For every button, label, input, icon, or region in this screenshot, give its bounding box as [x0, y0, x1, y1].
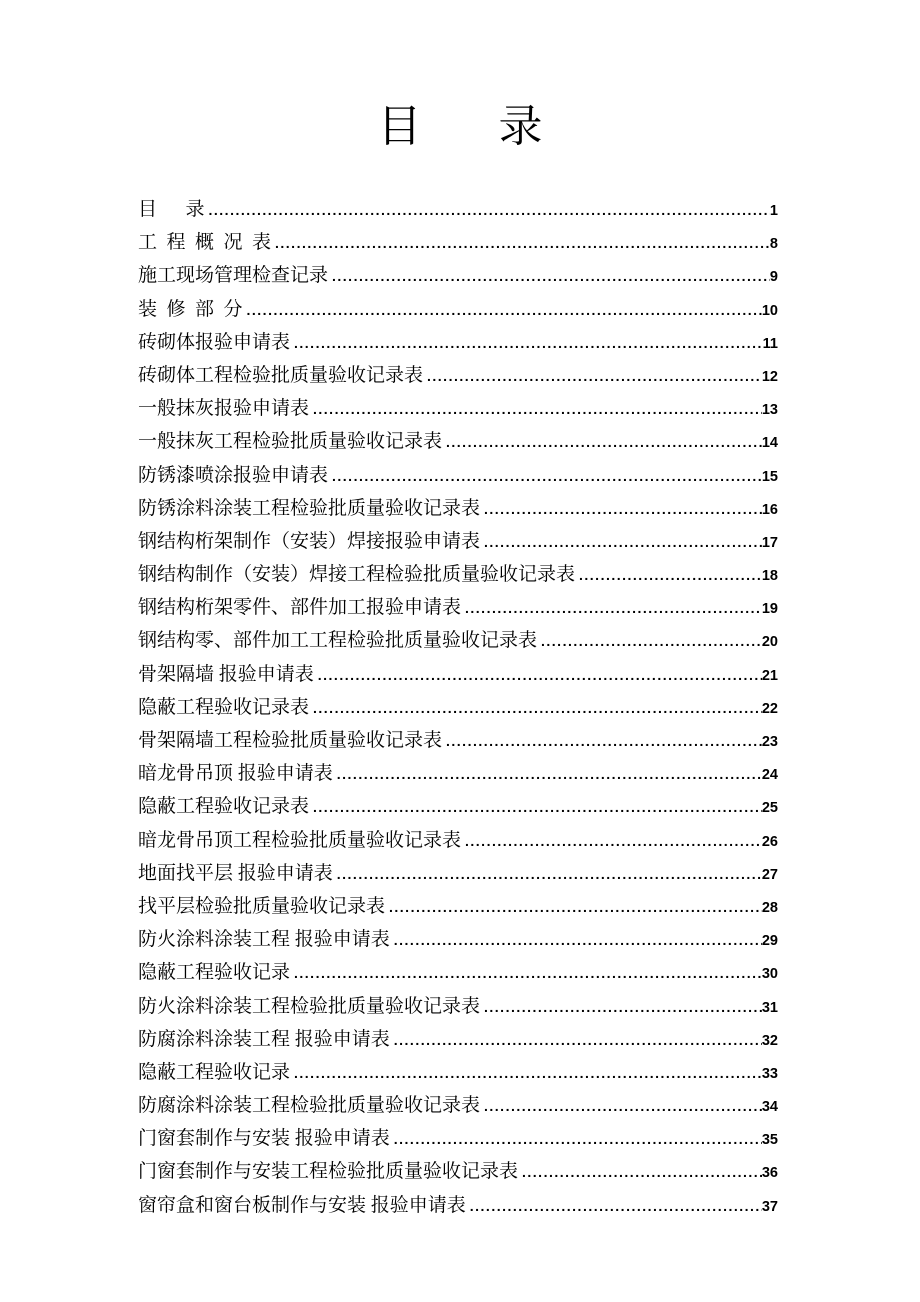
toc-entry[interactable]	[138, 923, 778, 956]
toc-entry[interactable]	[138, 1089, 778, 1122]
toc-dot-leader	[337, 758, 762, 791]
toc-page-number: 28	[761, 899, 778, 916]
toc-page-number: 13	[761, 402, 778, 419]
toc-entry[interactable]	[138, 525, 778, 558]
toc-page-number: 27	[761, 866, 778, 883]
toc-page-number: 37	[761, 1198, 778, 1215]
toc-dot-leader	[313, 393, 762, 426]
toc-dot-leader	[209, 194, 770, 227]
toc-page-number: 36	[761, 1165, 778, 1182]
toc-entry[interactable]	[138, 259, 778, 292]
toc-page-number: 32	[761, 1032, 778, 1049]
toc-dot-leader	[275, 227, 770, 260]
toc-entry-label: 防火涂料涂装工程 报验申请表	[138, 929, 390, 951]
toc-entry[interactable]	[138, 591, 778, 624]
toc-entry[interactable]	[138, 1189, 778, 1222]
toc-entry[interactable]	[138, 1056, 778, 1089]
toc-page-number: 15	[761, 468, 778, 485]
toc-page-number: 33	[761, 1065, 778, 1082]
toc-entry-label: 地面找平层 报验申请表	[138, 862, 333, 884]
toc-entry-label: 一般抹灰报验申请表	[138, 398, 310, 420]
toc-entry-label: 骨架隔墙 报验申请表	[138, 663, 314, 685]
toc-entry-label: 暗龙骨吊顶 报验申请表	[138, 763, 333, 785]
toc-entry-label: 隐蔽工程验收记录	[138, 1061, 291, 1083]
toc-entry[interactable]	[138, 359, 778, 392]
toc-entry[interactable]	[138, 624, 778, 657]
toc-page-number: 25	[761, 800, 778, 817]
toc-dot-leader	[446, 725, 762, 758]
toc-page-number: 14	[761, 435, 778, 452]
toc-entry[interactable]	[138, 857, 778, 890]
toc-page-number: 9	[769, 269, 778, 286]
toc-entry-label: 防腐涂料涂装工程 报验申请表	[138, 1028, 390, 1050]
toc-dot-leader	[446, 426, 762, 459]
toc-page-number: 18	[761, 568, 778, 585]
toc-dot-leader	[294, 957, 762, 990]
toc-entry-label: 防锈涂料涂装工程检验批质量验收记录表	[138, 497, 481, 519]
toc-entry[interactable]	[138, 1122, 778, 1155]
toc-entry[interactable]	[138, 293, 778, 326]
toc-entry[interactable]	[138, 824, 778, 857]
toc-entry-label: 隐蔽工程验收记录	[138, 962, 291, 984]
toc-entry-label: 钢结构制作（安装）焊接工程检验批质量验收记录表	[138, 564, 576, 586]
toc-entry[interactable]	[138, 326, 778, 359]
toc-entry-label: 装 修 部 分	[138, 298, 243, 320]
toc-dot-leader	[394, 924, 762, 957]
toc-entry-label: 暗龙骨吊顶工程检验批质量验收记录表	[138, 829, 462, 851]
toc-page-number: 34	[761, 1099, 778, 1116]
toc-entry-label: 钢结构零、部件加工工程检验批质量验收记录表	[138, 630, 538, 652]
toc-page-number: 23	[761, 734, 778, 750]
toc-entry-label: 防腐涂料涂装工程检验批质量验收记录表	[138, 1095, 481, 1117]
toc-page-number: 31	[761, 999, 778, 1016]
toc-page-number: 35	[761, 1132, 778, 1149]
toc-page-number: 17	[761, 534, 778, 551]
toc-entry[interactable]	[138, 492, 778, 525]
toc-entry[interactable]	[138, 724, 778, 757]
toc-entry-label: 窗帘盒和窗台板制作与安装 报验申请表	[138, 1194, 466, 1216]
toc-dot-leader	[294, 327, 763, 360]
toc-entry-label: 骨架隔墙工程检验批质量验收记录表	[138, 730, 443, 751]
toc-entry-label: 找平层检验批质量验收记录表	[138, 895, 386, 917]
toc-dot-leader	[579, 559, 762, 592]
toc-entry[interactable]	[138, 691, 778, 724]
page-title: 目 录	[377, 102, 543, 151]
toc-entry-label: 隐蔽工程验收记录表	[138, 696, 310, 718]
toc-dot-leader	[313, 692, 762, 725]
toc-entry[interactable]	[138, 558, 778, 591]
toc-dot-leader	[318, 659, 762, 692]
toc-dot-leader	[394, 1024, 762, 1057]
toc-dot-leader	[332, 260, 770, 293]
toc-entry[interactable]	[138, 392, 778, 425]
toc-entry[interactable]	[138, 658, 778, 691]
toc-entry-label: 一般抹灰工程检验批质量验收记录表	[138, 431, 443, 453]
toc-page-number: 22	[761, 700, 778, 717]
toc-page-number: 1	[769, 203, 778, 219]
toc-page-number: 30	[761, 966, 778, 983]
toc-dot-leader	[522, 1156, 762, 1189]
toc-entry-label: 目 录	[138, 199, 205, 220]
toc-dot-leader	[541, 625, 762, 658]
toc-entry-label: 钢结构桁架零件、部件加工报验申请表	[138, 597, 462, 619]
toc-dot-leader	[313, 791, 762, 824]
toc-page-number: 12	[761, 368, 778, 385]
toc-entry-label: 工 程 概 况 表	[138, 232, 272, 254]
toc-page-number: 21	[761, 667, 778, 684]
toc-dot-leader	[484, 991, 762, 1024]
toc-list	[0, 193, 920, 1222]
toc-entry-label: 防火涂料涂装工程检验批质量验收记录表	[138, 995, 481, 1017]
toc-entry[interactable]	[138, 1155, 778, 1188]
toc-entry-label: 钢结构桁架制作（安装）焊接报验申请表	[138, 530, 481, 552]
toc-dot-leader	[484, 526, 762, 559]
toc-page-number: 11	[762, 335, 778, 352]
toc-page-number: 8	[769, 236, 778, 253]
toc-entry-label: 施工现场管理检查记录	[138, 265, 329, 287]
toc-entry-label: 砖砌体报验申请表	[138, 331, 291, 353]
toc-entry-label: 门窗套制作与安装工程检验批质量验收记录表	[138, 1161, 519, 1183]
toc-entry-label: 防锈漆喷涂报验申请表	[138, 464, 329, 486]
toc-dot-leader	[465, 825, 762, 858]
toc-dot-leader	[389, 891, 762, 924]
toc-dot-leader	[470, 1190, 762, 1223]
toc-entry[interactable]	[138, 459, 778, 492]
toc-dot-leader	[484, 493, 762, 526]
toc-entry[interactable]	[138, 757, 778, 790]
toc-entry-label: 隐蔽工程验收记录表	[138, 796, 310, 818]
toc-entry[interactable]	[138, 226, 778, 259]
toc-entry-label: 砖砌体工程检验批质量验收记录表	[138, 364, 424, 386]
toc-page-number: 16	[761, 501, 778, 518]
toc-dot-leader	[294, 1057, 762, 1090]
toc-dot-leader	[484, 1090, 762, 1123]
toc-dot-leader	[465, 592, 762, 625]
toc-entry[interactable]	[138, 890, 778, 923]
toc-dot-leader	[394, 1123, 762, 1156]
toc-dot-leader	[247, 294, 762, 327]
toc-page-number: 29	[761, 933, 778, 950]
toc-dot-leader	[332, 460, 762, 493]
toc-entry[interactable]	[138, 990, 778, 1023]
toc-entry[interactable]	[138, 956, 778, 989]
toc-entry[interactable]	[138, 1023, 778, 1056]
toc-entry[interactable]	[138, 790, 778, 823]
toc-entry-label: 门窗套制作与安装 报验申请表	[138, 1128, 390, 1150]
toc-page-number: 10	[761, 302, 778, 319]
toc-page-number: 24	[761, 767, 778, 784]
toc-dot-leader	[427, 360, 762, 393]
toc-dot-leader	[337, 858, 762, 891]
toc-page-number: 26	[761, 833, 778, 850]
toc-page-number: 19	[761, 601, 778, 618]
toc-entry[interactable]	[138, 425, 778, 458]
toc-page-number: 20	[761, 634, 778, 651]
toc-entry[interactable]	[138, 193, 778, 226]
